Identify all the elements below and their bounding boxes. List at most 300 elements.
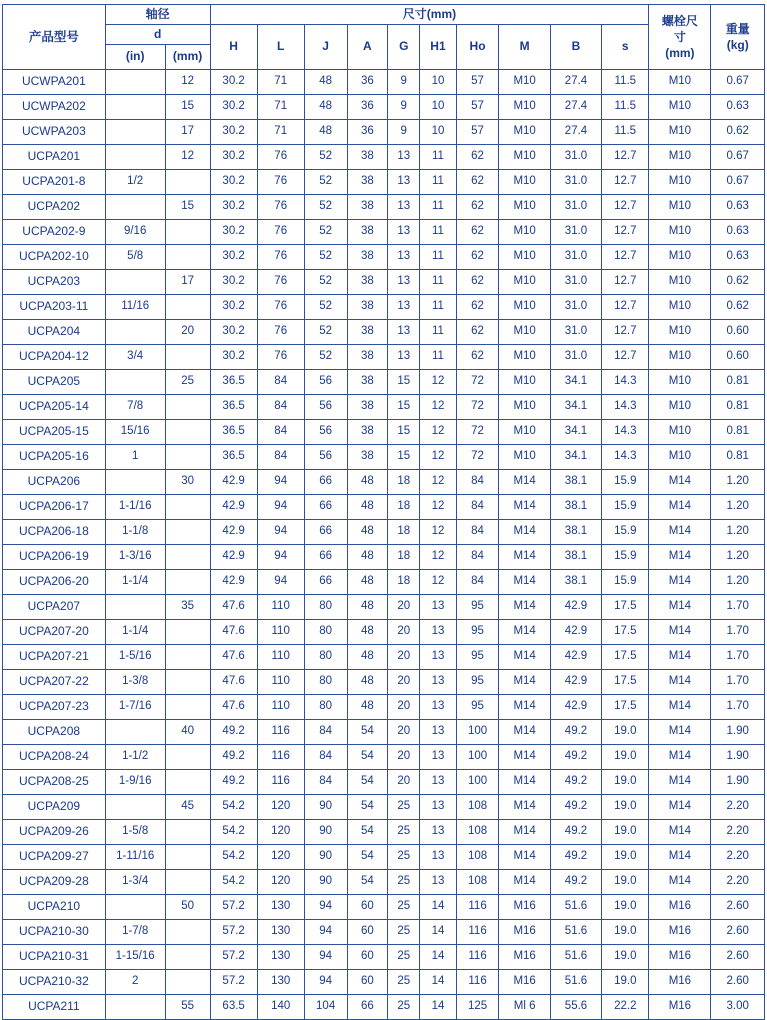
cell-dim-H: 47.6	[210, 595, 257, 620]
cell-dim-B: 38.1	[550, 545, 601, 570]
cell-dim-M: M10	[499, 320, 550, 345]
cell-dim-A: 54	[347, 795, 388, 820]
table-row	[3, 895, 765, 920]
cell-product-model: UCPA206	[3, 470, 106, 495]
cell-dim-M: M16	[499, 920, 550, 945]
cell-weight: 0.62	[711, 295, 765, 320]
cell-dim-L: 94	[257, 520, 304, 545]
cell-dim-J: 66	[304, 545, 347, 570]
cell-dim-L: 76	[257, 345, 304, 370]
cell-dim-M: M14	[499, 545, 550, 570]
cell-dim-J: 48	[304, 95, 347, 120]
cell-bolt-size: M10	[649, 195, 711, 220]
cell-dim-A: 38	[347, 420, 388, 445]
cell-dim-A: 38	[347, 195, 388, 220]
table-row	[3, 820, 765, 845]
cell-dim-G: 25	[388, 995, 420, 1020]
cell-bolt-size: M14	[649, 570, 711, 595]
cell-dim-M: M10	[499, 445, 550, 470]
cell-dim-L: 71	[257, 120, 304, 145]
cell-dim-G: 25	[388, 870, 420, 895]
cell-weight: 2.60	[711, 945, 765, 970]
cell-dim-H1: 11	[420, 270, 456, 295]
cell-dim-H: 42.9	[210, 495, 257, 520]
cell-dim-Ho: 72	[456, 420, 499, 445]
cell-dim-J: 80	[304, 645, 347, 670]
cell-dim-B: 49.2	[550, 845, 601, 870]
cell-dim-Ho: 100	[456, 720, 499, 745]
table-row	[3, 370, 765, 395]
cell-dim-M: M10	[499, 195, 550, 220]
cell-product-model: UCPA203-11	[3, 295, 106, 320]
table-row	[3, 845, 765, 870]
cell-product-model: UCPA206-20	[3, 570, 106, 595]
cell-dim-H: 42.9	[210, 470, 257, 495]
cell-product-model: UCPA211	[3, 995, 106, 1020]
cell-dim-B: 49.2	[550, 770, 601, 795]
cell-bolt-size: M14	[649, 645, 711, 670]
table-row	[3, 195, 765, 220]
cell-bolt-size: M16	[649, 920, 711, 945]
cell-dim-H: 57.2	[210, 920, 257, 945]
cell-shaft-mm	[165, 170, 210, 195]
cell-dim-G: 13	[388, 270, 420, 295]
cell-weight: 0.60	[711, 345, 765, 370]
cell-shaft-mm	[165, 420, 210, 445]
cell-shaft-mm	[165, 870, 210, 895]
cell-shaft-mm	[165, 970, 210, 995]
cell-dim-Ho: 57	[456, 95, 499, 120]
cell-dim-A: 48	[347, 645, 388, 670]
cell-dim-Ho: 100	[456, 770, 499, 795]
header-dim-M: M	[499, 25, 550, 70]
cell-dim-J: 80	[304, 695, 347, 720]
cell-dim-J: 52	[304, 170, 347, 195]
cell-dim-Ho: 95	[456, 645, 499, 670]
cell-dim-A: 36	[347, 70, 388, 95]
cell-bolt-size: M16	[649, 945, 711, 970]
cell-dim-J: 90	[304, 820, 347, 845]
cell-dim-H1: 10	[420, 95, 456, 120]
cell-dim-M: M10	[499, 170, 550, 195]
cell-dim-G: 20	[388, 670, 420, 695]
cell-dim-M: M10	[499, 70, 550, 95]
cell-dim-M: M14	[499, 745, 550, 770]
cell-product-model: UCPA207-23	[3, 695, 106, 720]
cell-dim-Ho: 95	[456, 620, 499, 645]
cell-shaft-inch: 1-7/16	[105, 695, 165, 720]
cell-shaft-mm	[165, 745, 210, 770]
cell-dim-s: 12.7	[602, 145, 649, 170]
cell-bolt-size: M10	[649, 120, 711, 145]
cell-dim-s: 12.7	[602, 195, 649, 220]
cell-dim-s: 11.5	[602, 95, 649, 120]
header-bolt-size-line3: (mm)	[665, 46, 695, 61]
cell-bolt-size: M10	[649, 295, 711, 320]
header-shaft-d: d	[105, 25, 210, 45]
cell-dim-A: 38	[347, 345, 388, 370]
cell-dim-G: 13	[388, 195, 420, 220]
cell-dim-J: 80	[304, 620, 347, 645]
cell-weight: 2.20	[711, 845, 765, 870]
cell-dim-H: 30.2	[210, 320, 257, 345]
cell-dim-B: 42.9	[550, 645, 601, 670]
cell-dim-A: 38	[347, 395, 388, 420]
cell-bolt-size: M14	[649, 470, 711, 495]
cell-shaft-mm	[165, 245, 210, 270]
header-dim-A: A	[347, 25, 388, 70]
cell-dim-L: 84	[257, 395, 304, 420]
cell-dim-J: 52	[304, 270, 347, 295]
table-row	[3, 745, 765, 770]
cell-dim-Ho: 57	[456, 120, 499, 145]
cell-dim-Ho: 84	[456, 495, 499, 520]
cell-dim-Ho: 84	[456, 520, 499, 545]
cell-product-model: UCPA205	[3, 370, 106, 395]
cell-dim-H: 47.6	[210, 645, 257, 670]
cell-dim-M: M14	[499, 620, 550, 645]
cell-dim-H: 57.2	[210, 895, 257, 920]
cell-shaft-mm: 55	[165, 995, 210, 1020]
cell-dim-L: 110	[257, 695, 304, 720]
cell-dim-B: 51.6	[550, 920, 601, 945]
cell-dim-J: 52	[304, 345, 347, 370]
cell-dim-J: 84	[304, 720, 347, 745]
cell-dim-H: 49.2	[210, 720, 257, 745]
header-shaft-mm: (mm)	[165, 45, 210, 70]
cell-dim-Ho: 116	[456, 945, 499, 970]
cell-shaft-mm: 15	[165, 195, 210, 220]
cell-dim-H1: 13	[420, 670, 456, 695]
cell-bolt-size: M10	[649, 395, 711, 420]
cell-dim-J: 52	[304, 145, 347, 170]
cell-weight: 1.70	[711, 645, 765, 670]
cell-dim-L: 110	[257, 620, 304, 645]
cell-dim-B: 49.2	[550, 820, 601, 845]
cell-dim-H: 57.2	[210, 970, 257, 995]
cell-dim-s: 17.5	[602, 595, 649, 620]
cell-dim-B: 31.0	[550, 170, 601, 195]
cell-dim-L: 120	[257, 870, 304, 895]
cell-dim-s: 12.7	[602, 170, 649, 195]
cell-shaft-mm	[165, 820, 210, 845]
cell-dim-H: 42.9	[210, 520, 257, 545]
cell-shaft-mm	[165, 295, 210, 320]
cell-dim-H1: 13	[420, 720, 456, 745]
cell-dim-Ho: 57	[456, 70, 499, 95]
cell-dim-J: 66	[304, 570, 347, 595]
cell-shaft-inch: 5/8	[105, 245, 165, 270]
cell-dim-M: M10	[499, 270, 550, 295]
cell-dim-Ho: 116	[456, 895, 499, 920]
cell-bolt-size: M10	[649, 95, 711, 120]
table-row	[3, 645, 765, 670]
cell-dim-J: 94	[304, 945, 347, 970]
cell-dim-s: 12.7	[602, 220, 649, 245]
cell-dim-H: 57.2	[210, 945, 257, 970]
cell-dim-L: 94	[257, 470, 304, 495]
cell-dim-L: 120	[257, 795, 304, 820]
cell-dim-H1: 11	[420, 195, 456, 220]
cell-product-model: UCPA208-24	[3, 745, 106, 770]
cell-weight: 2.20	[711, 870, 765, 895]
cell-dim-L: 140	[257, 995, 304, 1020]
cell-dim-H1: 13	[420, 595, 456, 620]
cell-dim-B: 38.1	[550, 570, 601, 595]
cell-shaft-inch	[105, 320, 165, 345]
cell-dim-Ho: 62	[456, 295, 499, 320]
cell-dim-G: 25	[388, 845, 420, 870]
cell-dim-A: 54	[347, 720, 388, 745]
cell-dim-Ho: 62	[456, 270, 499, 295]
cell-shaft-inch	[105, 720, 165, 745]
cell-dim-L: 76	[257, 245, 304, 270]
cell-dim-A: 48	[347, 520, 388, 545]
cell-dim-H: 30.2	[210, 345, 257, 370]
cell-dim-L: 130	[257, 945, 304, 970]
table-row	[3, 70, 765, 95]
cell-dim-A: 38	[347, 245, 388, 270]
cell-shaft-inch	[105, 145, 165, 170]
cell-dim-H1: 12	[420, 420, 456, 445]
table-row	[3, 495, 765, 520]
cell-dim-B: 51.6	[550, 945, 601, 970]
cell-dim-A: 60	[347, 895, 388, 920]
cell-product-model: UCWPA201	[3, 70, 106, 95]
cell-dim-A: 38	[347, 320, 388, 345]
cell-weight: 1.20	[711, 570, 765, 595]
cell-dim-G: 9	[388, 95, 420, 120]
cell-product-model: UCPA205-14	[3, 395, 106, 420]
cell-dim-M: M10	[499, 145, 550, 170]
cell-dim-H1: 13	[420, 845, 456, 870]
cell-dim-J: 66	[304, 470, 347, 495]
header-bolt-size-line2: 寸	[673, 29, 686, 44]
cell-dim-M: M10	[499, 95, 550, 120]
cell-dim-s: 19.0	[602, 845, 649, 870]
cell-dim-M: M10	[499, 120, 550, 145]
cell-dim-H: 36.5	[210, 395, 257, 420]
cell-dim-G: 13	[388, 170, 420, 195]
cell-dim-B: 42.9	[550, 620, 601, 645]
cell-weight: 0.67	[711, 145, 765, 170]
cell-dim-H: 30.2	[210, 170, 257, 195]
cell-shaft-mm	[165, 770, 210, 795]
cell-dim-A: 60	[347, 920, 388, 945]
cell-dim-Ho: 108	[456, 795, 499, 820]
cell-bolt-size: M14	[649, 845, 711, 870]
header-dim-B: B	[550, 25, 601, 70]
cell-weight: 0.67	[711, 70, 765, 95]
table-row	[3, 345, 765, 370]
cell-product-model: UCPA209-26	[3, 820, 106, 845]
cell-bolt-size: M14	[649, 520, 711, 545]
cell-dim-G: 25	[388, 895, 420, 920]
cell-dim-B: 42.9	[550, 695, 601, 720]
cell-dim-A: 38	[347, 220, 388, 245]
cell-product-model: UCPA210-31	[3, 945, 106, 970]
cell-weight: 1.70	[711, 695, 765, 720]
table-row	[3, 270, 765, 295]
cell-dim-L: 116	[257, 745, 304, 770]
cell-product-model: UCWPA203	[3, 120, 106, 145]
cell-weight: 1.20	[711, 520, 765, 545]
cell-dim-A: 66	[347, 995, 388, 1020]
cell-bolt-size: M14	[649, 695, 711, 720]
cell-dim-L: 94	[257, 545, 304, 570]
cell-dim-Ho: 108	[456, 820, 499, 845]
cell-dim-A: 48	[347, 570, 388, 595]
header-dim-s: s	[602, 25, 649, 70]
cell-shaft-mm	[165, 620, 210, 645]
cell-bolt-size: M10	[649, 145, 711, 170]
cell-dim-G: 20	[388, 745, 420, 770]
cell-dim-A: 54	[347, 770, 388, 795]
cell-dim-B: 51.6	[550, 970, 601, 995]
cell-dim-G: 13	[388, 245, 420, 270]
header-weight-line2: (kg)	[726, 38, 749, 52]
cell-dim-B: 34.1	[550, 370, 601, 395]
cell-dim-G: 13	[388, 220, 420, 245]
cell-dim-s: 12.7	[602, 245, 649, 270]
cell-dim-H1: 14	[420, 920, 456, 945]
cell-dim-Ho: 72	[456, 445, 499, 470]
cell-dim-J: 52	[304, 295, 347, 320]
cell-dim-H: 36.5	[210, 370, 257, 395]
cell-dim-L: 76	[257, 220, 304, 245]
cell-bolt-size: M14	[649, 795, 711, 820]
cell-dim-J: 94	[304, 970, 347, 995]
cell-shaft-mm: 17	[165, 120, 210, 145]
table-row	[3, 595, 765, 620]
cell-shaft-mm: 12	[165, 145, 210, 170]
cell-shaft-mm	[165, 520, 210, 545]
cell-product-model: UCPA207-21	[3, 645, 106, 670]
cell-dim-A: 60	[347, 945, 388, 970]
cell-weight: 0.81	[711, 395, 765, 420]
table-row	[3, 520, 765, 545]
cell-dim-H: 30.2	[210, 245, 257, 270]
cell-dim-M: M14	[499, 695, 550, 720]
cell-weight: 0.81	[711, 370, 765, 395]
cell-dim-L: 76	[257, 270, 304, 295]
header-shaft-diameter-group: 轴径	[105, 5, 210, 25]
table-row	[3, 420, 765, 445]
cell-shaft-inch: 11/16	[105, 295, 165, 320]
cell-product-model: UCPA203	[3, 270, 106, 295]
cell-shaft-inch: 9/16	[105, 220, 165, 245]
cell-dim-s: 11.5	[602, 120, 649, 145]
cell-dim-J: 90	[304, 845, 347, 870]
cell-dim-L: 130	[257, 920, 304, 945]
cell-dim-s: 19.0	[602, 795, 649, 820]
cell-dim-Ho: 108	[456, 870, 499, 895]
header-weight	[711, 5, 765, 70]
cell-dim-Ho: 62	[456, 345, 499, 370]
cell-dim-H: 30.2	[210, 295, 257, 320]
cell-dim-s: 17.5	[602, 620, 649, 645]
cell-bolt-size: M10	[649, 420, 711, 445]
cell-shaft-inch: 1/2	[105, 170, 165, 195]
cell-bolt-size: M10	[649, 270, 711, 295]
table-row	[3, 95, 765, 120]
cell-shaft-inch: 15/16	[105, 420, 165, 445]
cell-dim-s: 19.0	[602, 895, 649, 920]
table-row	[3, 795, 765, 820]
cell-dim-A: 48	[347, 670, 388, 695]
cell-dim-J: 56	[304, 395, 347, 420]
cell-dim-M: M14	[499, 520, 550, 545]
cell-dim-Ho: 100	[456, 745, 499, 770]
cell-weight: 3.00	[711, 995, 765, 1020]
table-row	[3, 395, 765, 420]
cell-shaft-inch	[105, 995, 165, 1020]
cell-shaft-inch	[105, 270, 165, 295]
cell-dim-s: 19.0	[602, 920, 649, 945]
cell-dim-J: 52	[304, 245, 347, 270]
cell-product-model: UCPA209-28	[3, 870, 106, 895]
cell-dim-L: 71	[257, 70, 304, 95]
cell-dim-H: 30.2	[210, 95, 257, 120]
cell-dim-M: M10	[499, 295, 550, 320]
cell-dim-H: 42.9	[210, 570, 257, 595]
cell-shaft-mm: 30	[165, 470, 210, 495]
cell-weight: 2.60	[711, 920, 765, 945]
cell-product-model: UCPA207	[3, 595, 106, 620]
cell-dim-A: 48	[347, 545, 388, 570]
cell-shaft-mm	[165, 920, 210, 945]
cell-dim-L: 71	[257, 95, 304, 120]
cell-shaft-inch: 2	[105, 970, 165, 995]
cell-product-model: UCPA209	[3, 795, 106, 820]
cell-bolt-size: M14	[649, 495, 711, 520]
cell-dim-L: 76	[257, 145, 304, 170]
cell-dim-H1: 11	[420, 145, 456, 170]
cell-dim-G: 25	[388, 945, 420, 970]
cell-dim-s: 14.3	[602, 395, 649, 420]
cell-dim-B: 49.2	[550, 870, 601, 895]
cell-dim-Ho: 84	[456, 470, 499, 495]
table-body	[3, 70, 765, 1020]
cell-dim-J: 80	[304, 595, 347, 620]
cell-weight: 1.20	[711, 470, 765, 495]
cell-dim-L: 110	[257, 595, 304, 620]
cell-dim-L: 84	[257, 445, 304, 470]
cell-dim-s: 11.5	[602, 70, 649, 95]
cell-dim-Ho: 95	[456, 595, 499, 620]
cell-dim-L: 76	[257, 320, 304, 345]
cell-dim-L: 110	[257, 670, 304, 695]
cell-dim-G: 20	[388, 770, 420, 795]
cell-dim-s: 17.5	[602, 645, 649, 670]
cell-shaft-inch: 1-15/16	[105, 945, 165, 970]
cell-weight: 0.63	[711, 95, 765, 120]
cell-dim-H1: 13	[420, 795, 456, 820]
cell-shaft-inch: 1-9/16	[105, 770, 165, 795]
cell-weight: 1.70	[711, 595, 765, 620]
cell-dim-M: M10	[499, 370, 550, 395]
table-row	[3, 245, 765, 270]
table-row	[3, 770, 765, 795]
cell-shaft-inch	[105, 795, 165, 820]
cell-shaft-mm: 12	[165, 70, 210, 95]
cell-shaft-mm	[165, 570, 210, 595]
cell-dim-A: 60	[347, 970, 388, 995]
cell-dim-s: 19.0	[602, 720, 649, 745]
cell-weight: 0.62	[711, 270, 765, 295]
cell-dim-L: 76	[257, 295, 304, 320]
cell-dim-G: 20	[388, 595, 420, 620]
